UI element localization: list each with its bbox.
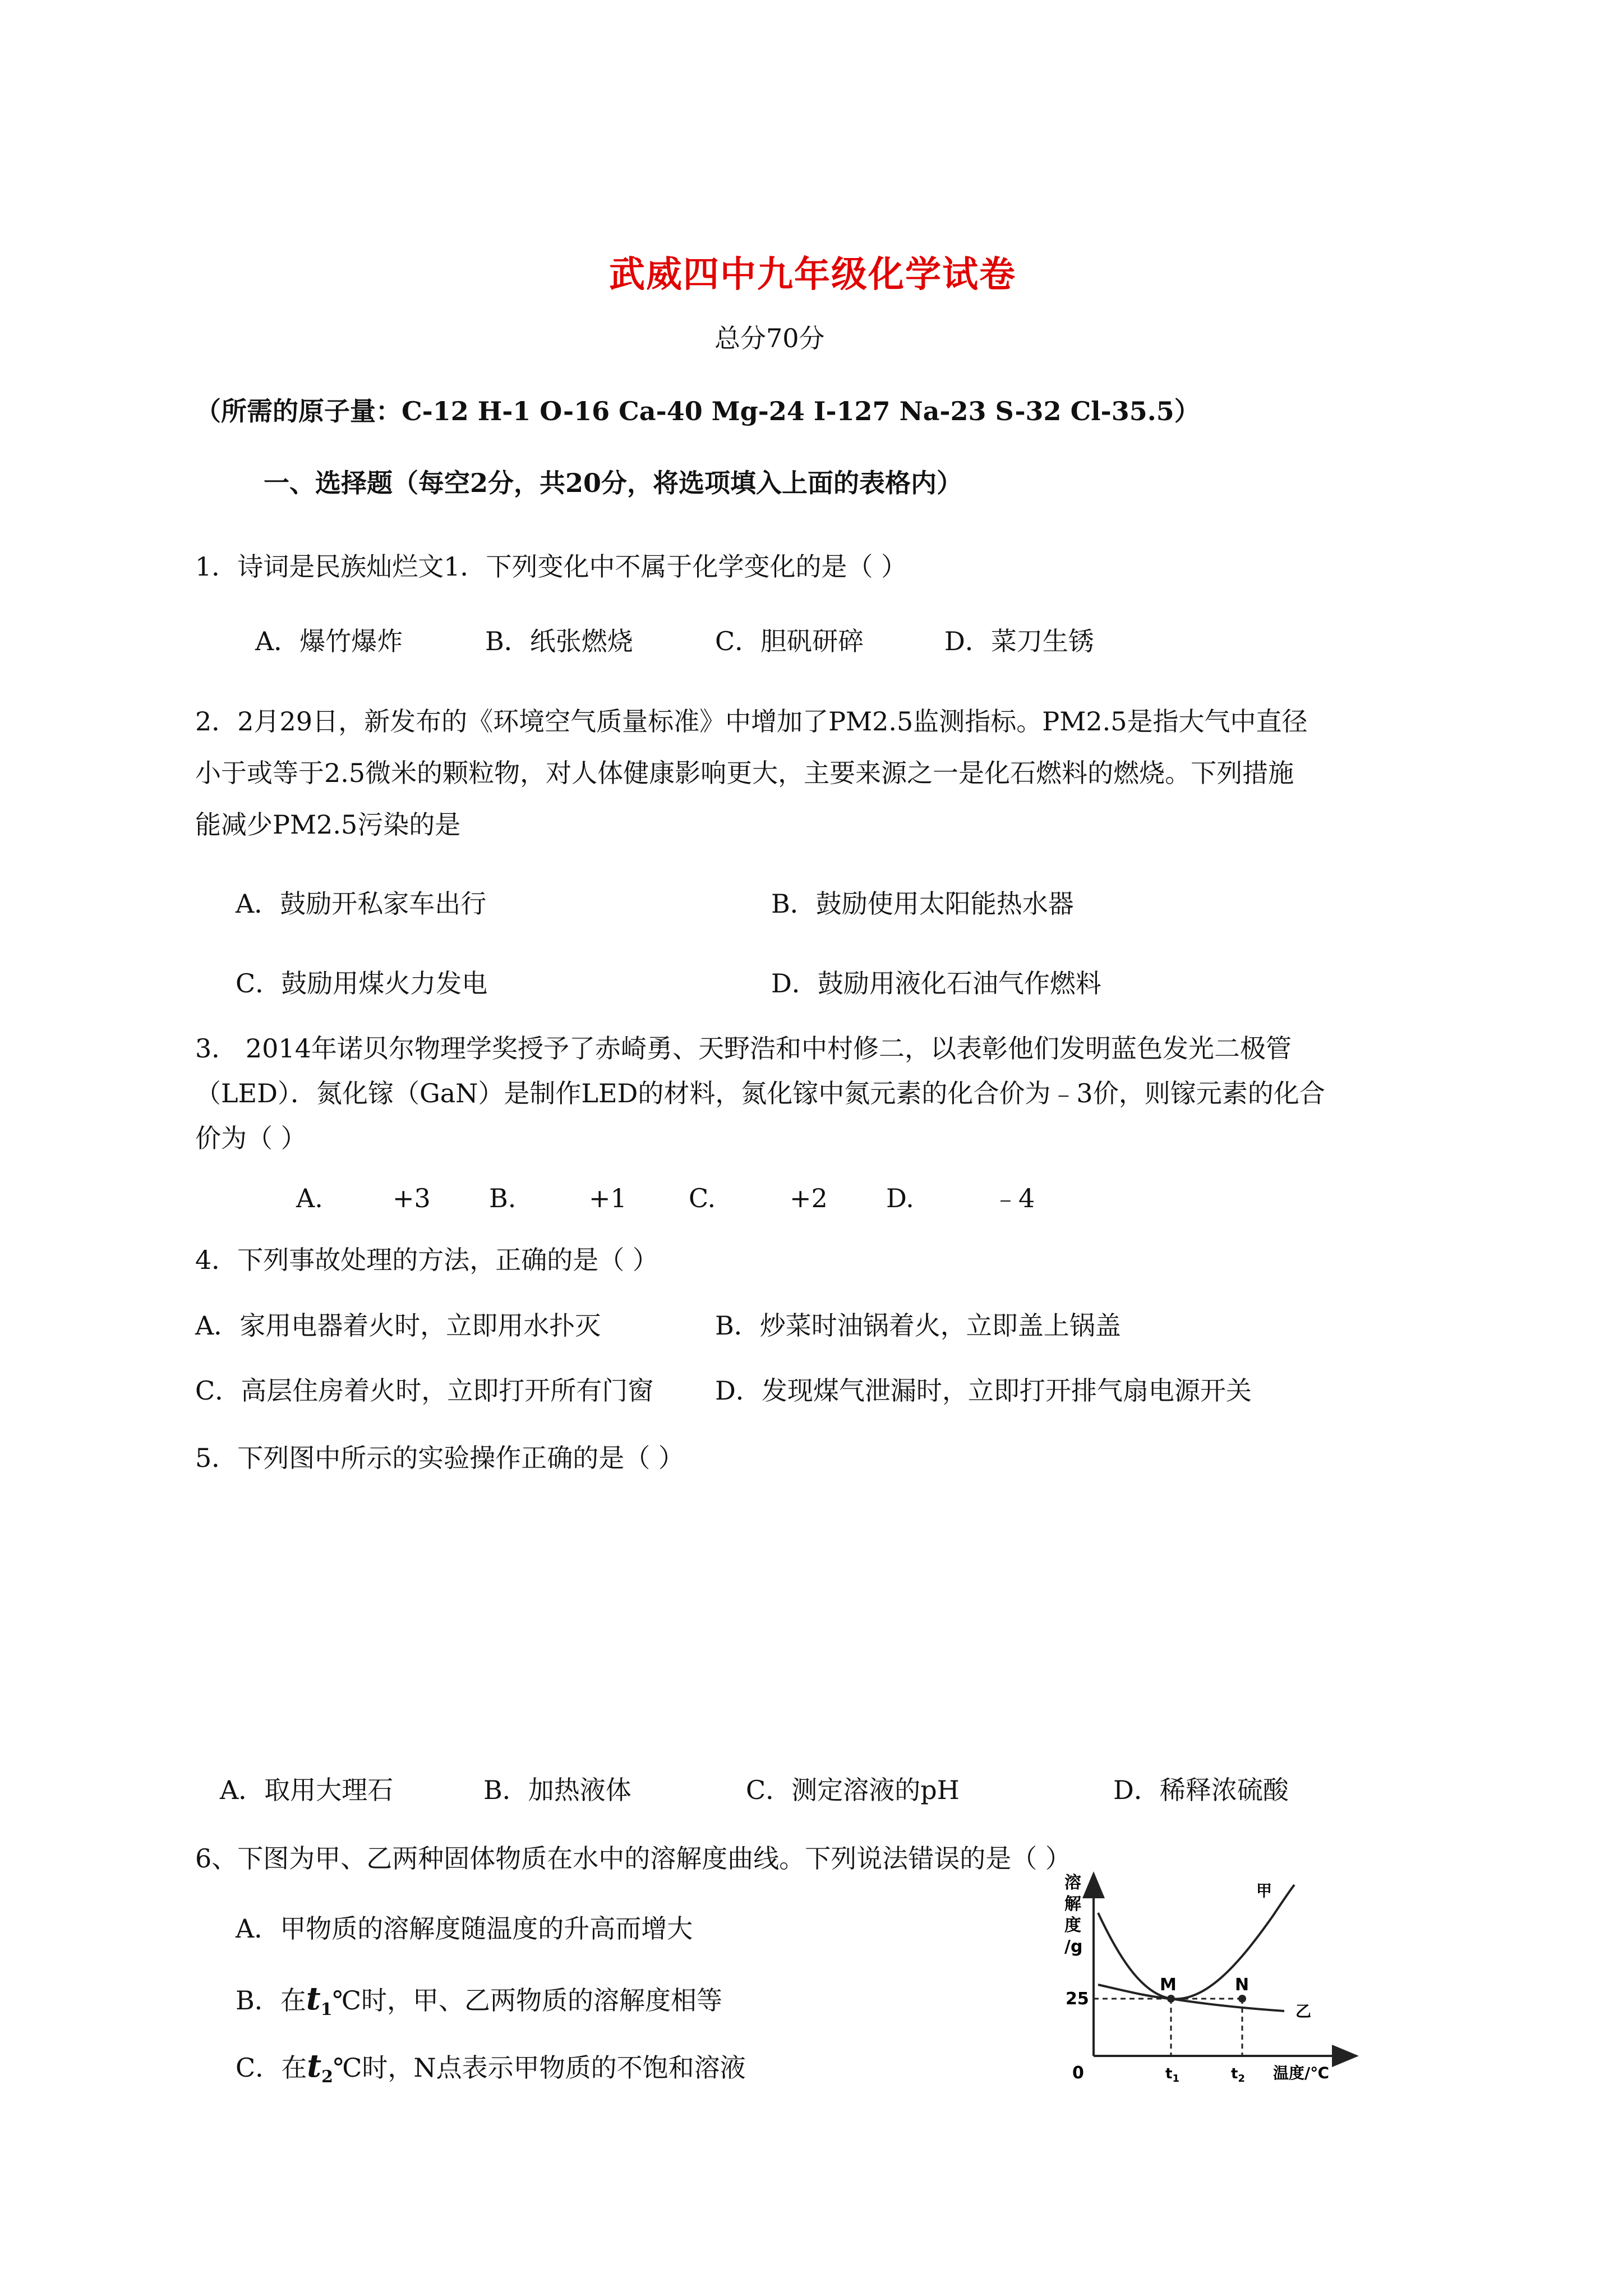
- x-tick-t1-symbol: t: [1165, 2065, 1173, 2082]
- x-tick-t2: [1231, 2065, 1245, 2085]
- y-label-2: 解: [1064, 1894, 1081, 1914]
- question-3-line-3: 价为（ ）: [195, 1123, 307, 1153]
- q2-option-d: D．鼓励用液化石油气作燃料: [771, 968, 1101, 999]
- origin-label: 0: [1072, 2063, 1084, 2083]
- q1-option-d: D．菜刀生锈: [944, 626, 1094, 656]
- q2-option-a: A．鼓励开私家车出行: [236, 889, 487, 919]
- q3-option-d-label: D.: [886, 1183, 914, 1213]
- q1-option-c: C．胆矾研碎: [715, 626, 864, 656]
- t1-subscript: 1: [320, 2000, 333, 2020]
- x-tick-t1-sub: 1: [1172, 2073, 1179, 2085]
- q6-option-c-text: ℃时，N点表示甲物质的不饱和溶液: [333, 2053, 746, 2083]
- curve-jia-label: 甲: [1256, 1881, 1272, 1900]
- curve-yi: [1098, 1985, 1284, 2011]
- question-4-stem: 4．下列事故处理的方法，正确的是（ ）: [195, 1245, 658, 1275]
- q2-option-b: B．鼓励使用太阳能热水器: [771, 889, 1074, 919]
- t1-symbol: t: [306, 1980, 321, 2017]
- q5-option-d: D．稀释浓硫酸: [1113, 1775, 1289, 1805]
- atomic-mass-note: （所需的原子量：C-12 H-1 O-16 Ca-40 Mg-24 I-127 Na-23 S-32 Cl-35.5）: [195, 396, 1200, 426]
- y-label-4: /g: [1064, 1937, 1083, 1957]
- q4-option-b: B．炒菜时油锅着火，立即盖上锅盖: [715, 1310, 1121, 1341]
- point-m-label: M: [1160, 1975, 1177, 1995]
- q6-option-b-text: ℃时，甲、乙两物质的溶解度相等: [332, 1985, 723, 2016]
- q4-option-a: A．家用电器着火时，立即用水扑灭: [195, 1310, 601, 1341]
- question-3-line-2: （LED）．氮化镓（GaN）是制作LED的材料，氮化镓中氮元素的化合价为﹣3价，则镓元素的化合: [195, 1078, 1325, 1108]
- t2-symbol: t: [307, 2047, 322, 2085]
- q3-option-b-value: +1: [589, 1183, 627, 1213]
- page-title: 武威四中九年级化学试卷: [609, 254, 1016, 296]
- x-axis-label: 温度/℃: [1273, 2064, 1330, 2082]
- t2-subscript: 2: [321, 2067, 333, 2087]
- q3-option-b-label: B.: [489, 1183, 517, 1213]
- q5-option-b: B．加热液体: [483, 1775, 631, 1805]
- q6-option-b-prefix: B．在: [236, 1985, 306, 2016]
- q4-option-c: C．高层住房着火时，立即打开所有门窗: [195, 1375, 654, 1406]
- question-2-line-2: 小于或等于2.5微米的颗粒物，对人体健康影响更大，主要来源之一是化石燃料的燃烧。下列措施: [195, 758, 1294, 788]
- q5-option-a: A．取用大理石: [220, 1775, 394, 1805]
- curve-yi-label: 乙: [1295, 2002, 1312, 2021]
- q4-option-d: D．发现煤气泄漏时，立即打开排气扇电源开关: [715, 1375, 1252, 1406]
- x-tick-t1: [1165, 2065, 1179, 2085]
- q6-option-a: A．甲物质的溶解度随温度的升高而增大: [236, 1913, 693, 1944]
- q6-option-b: [236, 1980, 723, 2020]
- q1-option-b: B．纸张燃烧: [485, 626, 633, 656]
- q2-option-c: C．鼓励用煤火力发电: [236, 968, 488, 999]
- question-1-stem: 1．诗词是民族灿烂文1．下列变化中不属于化学变化的是（ ）: [195, 551, 907, 582]
- total-score: 总分70分: [714, 323, 825, 353]
- question-2-line-1: 2．2月29日，新发布的《环境空气质量标准》中增加了PM2.5监测指标。PM2.5是指大气中直径: [195, 706, 1308, 737]
- q3-option-d-value: ﹣4: [993, 1183, 1035, 1213]
- y-label-3: 度: [1064, 1916, 1081, 1935]
- question-5-stem: 5．下列图中所示的实验操作正确的是（ ）: [195, 1443, 684, 1473]
- q5-option-c: C．测定溶液的pH: [746, 1775, 960, 1805]
- section-heading: 一、选择题（每空2分，共20分，将选项填入上面的表格内）: [264, 468, 963, 498]
- point-n: [1238, 1995, 1246, 2003]
- q3-option-c-label: C.: [689, 1183, 716, 1213]
- question-3-line-1: 3． 2014年诺贝尔物理学奖授予了赤崎勇、天野浩和中村修二，以表彰他们发明蓝色发光二极管: [195, 1033, 1292, 1064]
- point-m: [1167, 1995, 1175, 2003]
- q6-option-c: [236, 2047, 746, 2087]
- point-n-label: N: [1235, 1975, 1249, 1995]
- q3-option-a-label: A.: [296, 1183, 323, 1213]
- q3-option-a-value: +3: [393, 1183, 431, 1213]
- question-6-stem: 6、下图为甲、乙两种固体物质在水中的溶解度曲线。下列说法错误的是（ ）: [195, 1843, 1071, 1874]
- y-tick-25: 25: [1066, 1989, 1089, 2009]
- q6-option-c-prefix: C．在: [236, 2053, 307, 2083]
- q3-option-c-value: +2: [790, 1183, 828, 1213]
- q1-option-a: A．爆竹爆炸: [255, 626, 403, 656]
- y-label-1: 溶: [1064, 1873, 1081, 1893]
- question-2-line-3: 能减少PM2.5污染的是: [195, 809, 461, 840]
- solubility-curve-graph: [1060, 1868, 1363, 2087]
- x-tick-t2-symbol: t: [1231, 2065, 1238, 2082]
- curve-jia: [1098, 1885, 1294, 1999]
- x-tick-t2-sub: 2: [1238, 2073, 1245, 2085]
